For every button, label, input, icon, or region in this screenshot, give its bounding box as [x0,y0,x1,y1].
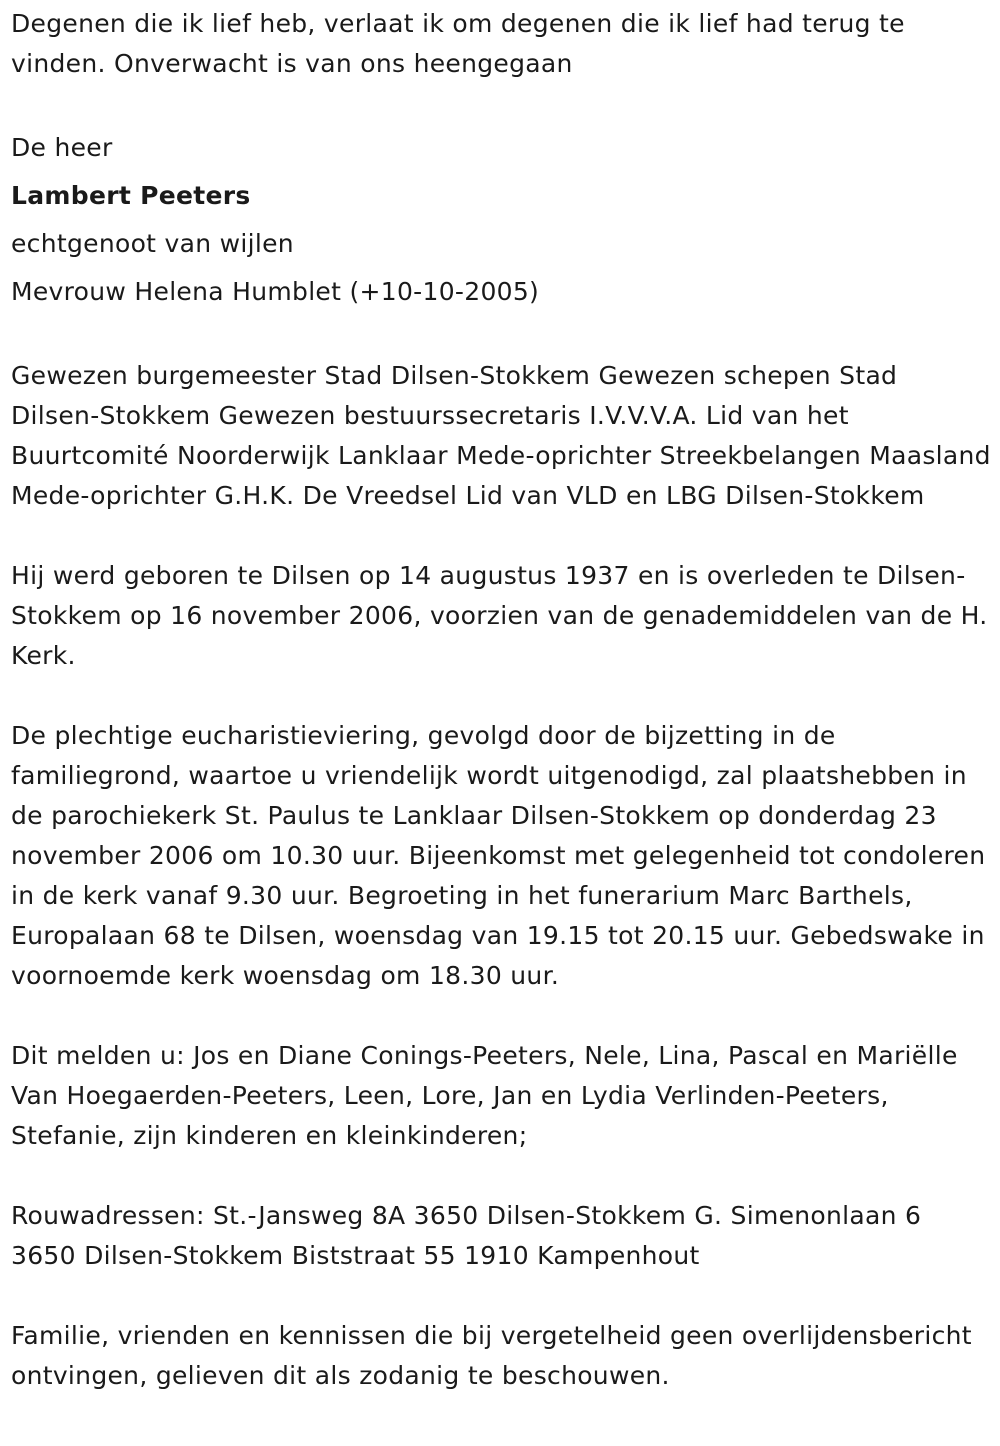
spouse-text: Mevrouw Helena Humblet (+10-10-2005) [11,277,540,306]
birth-death-text: Hij werd geboren te Dilsen op 14 augustus 1937 en is overleden te Dilsen-Stokkem op 16 november 2006, voorzien van de genademiddelen van de H. Kerk. [11,561,988,670]
ceremony-text: De plechtige eucharistieviering, gevolgd door de bijzetting in de familiegrond, waartoe u vriendelijk wordt uitgenodigd, zal plaatshebben in de parochiekerk St. Paulus te Lanklaar Dilsen-Stokkem op donderdag 23 november 2006 om 10.30 uur. Bijeenkomst met gelegenheid tot condoleren in de kerk vanaf 9.30 uur. Begroeting in het funerarium Marc Barthels, Europalaan 68 te Dilsen, woensdag van 19.15 tot 20.15 uur. Gebedswake in voornoemde kerk woensdag om 18.30 uur. [11,721,986,990]
spacer [11,676,991,716]
spacer [11,516,991,556]
deceased-name: Lambert Peeters [11,181,251,210]
closing-text: Familie, vrienden en kennissen die bij vergetelheid geen overlijdensbericht ontvingen, gelieven dit als zodanig te beschouwen. [11,1321,972,1390]
functions-text: Gewezen burgemeester Stad Dilsen-Stokkem Gewezen schepen Stad Dilsen-Stokkem Gewezen bestuurssecretaris I.V.V.V.A. Lid van het Buurtcomité Noorderwijk Lanklaar Mede-oprichter Streekbelangen Maasland Mede-oprichter G.H.K. De Vreedsel Lid van VLD en LBG Dilsen-Stokkem [11,361,991,510]
spacer [11,316,991,356]
salutation: De heer [11,133,113,162]
addresses-text: Rouwadressen: St.-Jansweg 8A 3650 Dilsen-Stokkem G. Simenonlaan 6 3650 Dilsen-Stokkem Biststraat 55 1910 Kampenhout [11,1201,922,1270]
obituary-document [11,4,991,1396]
spacer [11,1276,991,1316]
family-text: Dit melden u: Jos en Diane Conings-Peeters, Nele, Lina, Pascal en Mariëlle Van Hoegaerden-Peeters, Leen, Lore, Jan en Lydia Verlinden-Peeters, Stefanie, zijn kinderen en kleinkinderen; [11,1041,958,1150]
spacer [11,1156,991,1196]
intro-text: Degenen die ik lief heb, verlaat ik om degenen die ik lief had terug te vinden. Onverwacht is van ons heengegaan [11,9,905,78]
relation-text: echtgenoot van wijlen [11,229,294,258]
spacer [11,84,991,124]
spacer [11,996,991,1036]
